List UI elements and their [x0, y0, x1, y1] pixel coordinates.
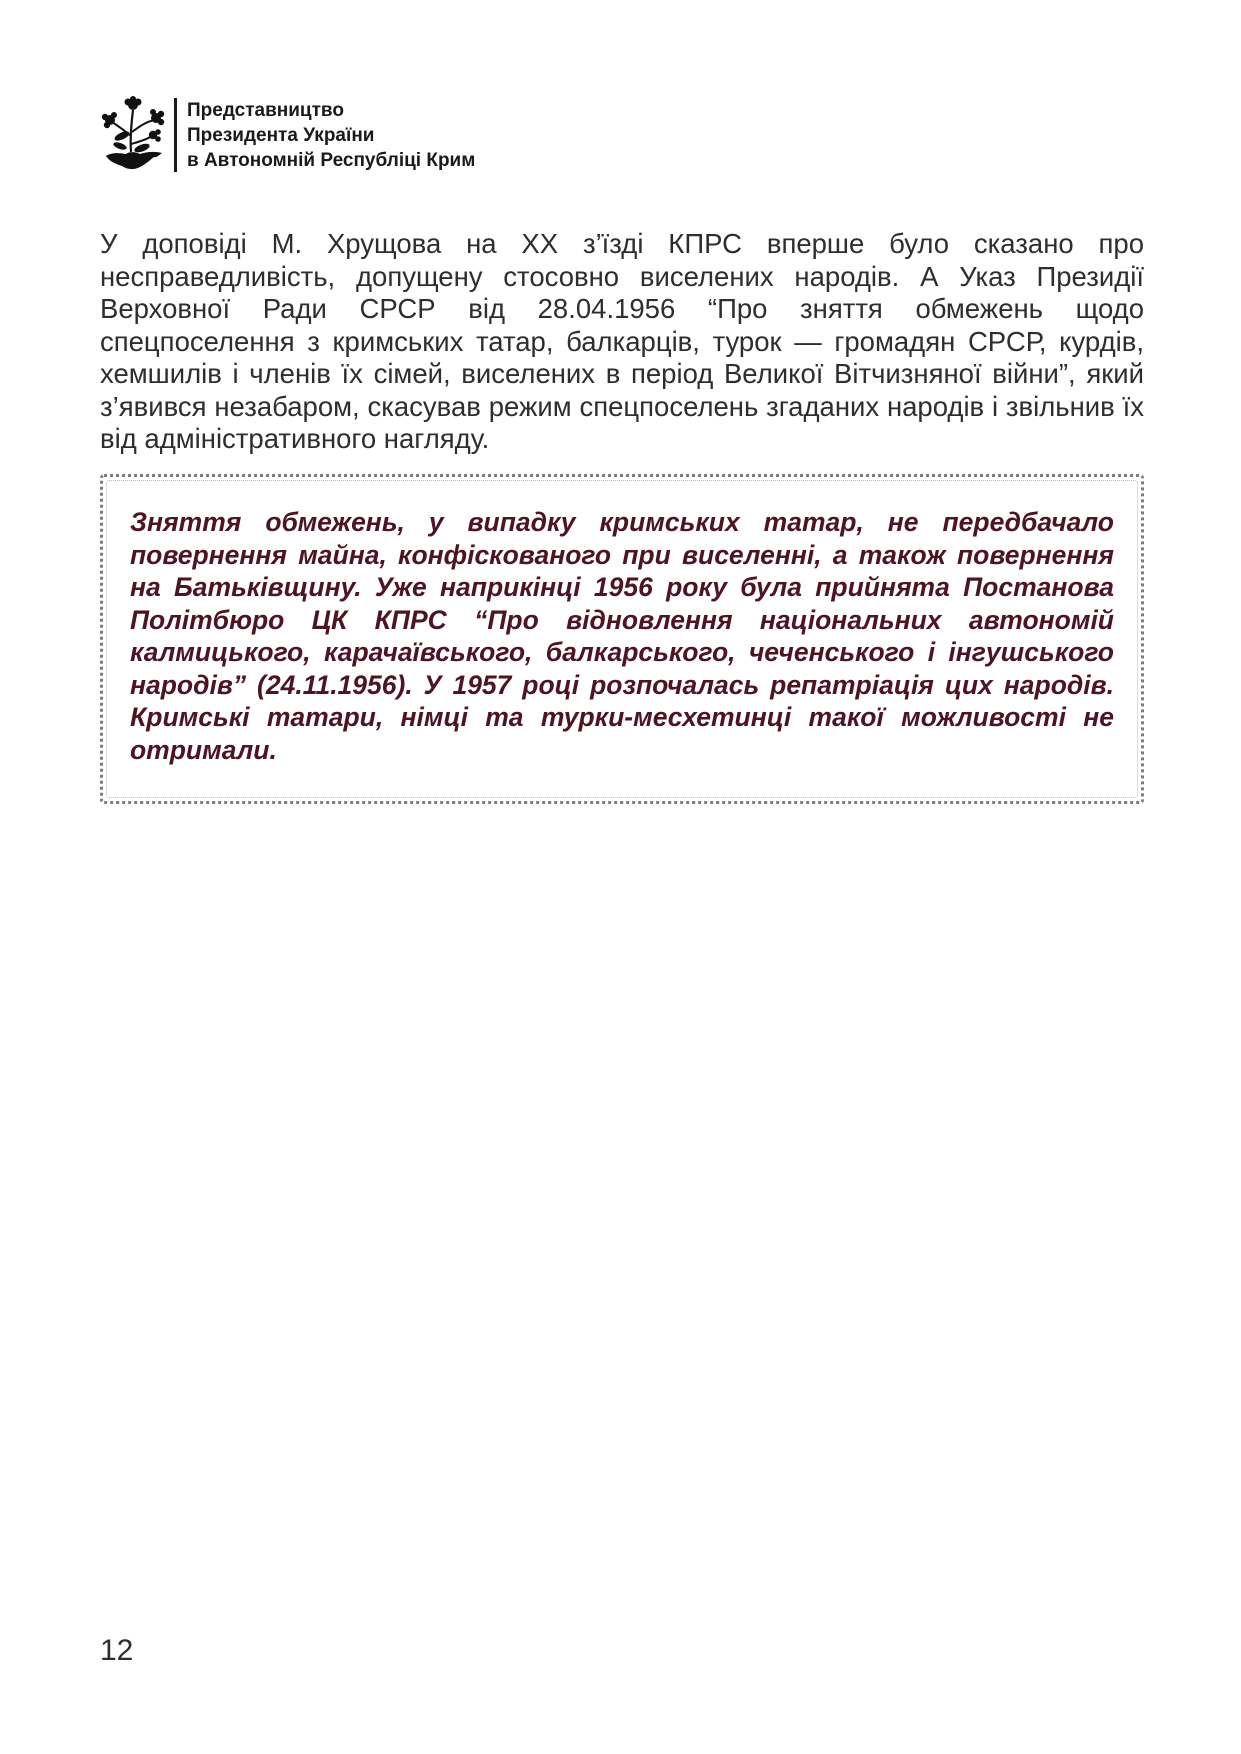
- org-line-1: Представництво: [187, 100, 344, 121]
- main-paragraph: У доповіді М. Хрущова на ХХ з’їзді КПРС вперше було сказано про несправедливість, допущену стосовно виселених народів. А Указ Президії Верховної Ради СРСР від 28.04.1956 “Про зняття обмежень щодо спецпоселення з кримських татар, балкарців, турок — громадян СРСР, курдів, хемшилів і членів їх сімей, виселених в період Великої Вітчизняної війни”, який з’явився незабаром, скасував режим спецпоселень згаданих народів і звільнив їх від адміністративного нагляду.: [100, 228, 1144, 454]
- header: [100, 96, 475, 172]
- header-divider: [174, 98, 177, 172]
- org-line-2: Президента України: [187, 125, 375, 146]
- page-number: 12: [100, 1634, 134, 1667]
- organization-name: [187, 96, 475, 173]
- quote-text: Зняття обмежень, у випадку кримських татар, не передбачало повернення майна, конфіскованого при виселенні, а також повернення на Батьківщину. Уже наприкінці 1956 року була прийнята Постанова Політбюро ЦК КПРС “Про відновлення національних автономій калмицького, карачаївського, балкарського, чеченського і інгушського народів” (24.11.1956). У 1957 році розпочалась репатріація цих народів. Кримські татари, німці та турки-месхетинці такої можливості не отримали.: [130, 507, 1114, 765]
- crimean-flower-map-logo-icon: [100, 96, 166, 172]
- org-line-3: в Автономній Республіці Крим: [187, 150, 476, 171]
